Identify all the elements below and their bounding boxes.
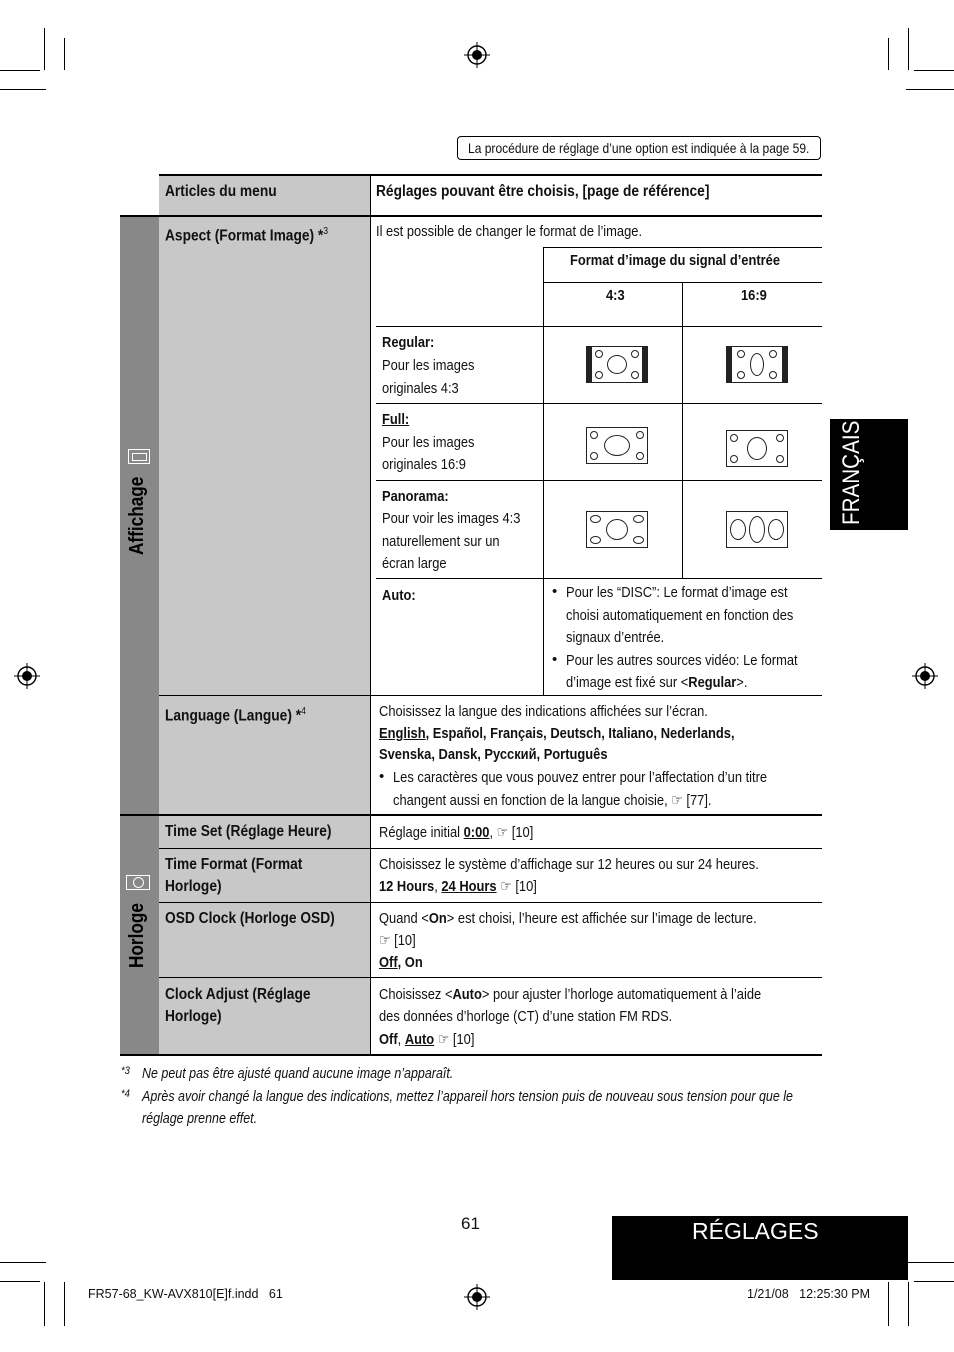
clock-icon <box>126 875 150 890</box>
clockadjust-l1-a: Choisissez < <box>379 986 453 1003</box>
col-16-9: 16:9 <box>741 287 767 304</box>
panorama-169-screen-icon <box>726 511 788 548</box>
language-l3: Svenska, Dansk, Русский, Português <box>379 746 608 763</box>
osd-on: , On <box>397 954 423 971</box>
timeformat-24h: 24 Hours <box>441 878 497 895</box>
timeset-value <box>379 822 533 845</box>
registration-mark-icon <box>464 1284 490 1310</box>
language-l4: Les caractères que vous pouvez entrer pour l’affectation d’un titre <box>393 769 768 786</box>
panorama-43-screen-icon <box>586 511 648 548</box>
registration-mark-icon <box>464 42 490 68</box>
timeformat-label-2: Horloge) <box>165 878 222 895</box>
print-footer-left: FR57-68_KW-AVX810[E]f.indd 61 <box>88 1287 283 1301</box>
language-footref: 4 <box>301 706 306 717</box>
timeformat-ref: ☞ [10] <box>496 878 537 895</box>
reglages-label: RÉGLAGES <box>692 1218 819 1244</box>
full-desc-1: Pour les images <box>382 434 475 451</box>
timeformat-sep: , <box>434 878 442 895</box>
regular-43-screen-icon <box>586 346 648 383</box>
full-desc-2: originales 16:9 <box>382 456 466 473</box>
language-l5: changent aussi en fonction de la langue choisie, ☞ [77]. <box>393 792 712 809</box>
timeformat-options <box>379 876 537 899</box>
display-icon <box>128 449 150 464</box>
regular-desc-1: Pour les images <box>382 357 475 374</box>
language-l2 <box>379 723 735 746</box>
panorama-desc-3: écran large <box>382 555 447 572</box>
francais-label: FRANÇAIS <box>838 420 865 525</box>
timeformat-12h: 12 Hours <box>379 878 435 895</box>
timeformat-l1: Choisissez le système d’affichage sur 12 heures ou sur 24 heures. <box>379 856 759 873</box>
aspect-label-text: Aspect (Format Image) * <box>165 227 324 245</box>
panorama-name: Panorama: <box>382 488 449 505</box>
language-label <box>165 701 306 728</box>
panorama-desc-1: Pour voir les images 4:3 <box>382 510 521 527</box>
francais-tab <box>830 419 908 530</box>
full-169-screen-icon <box>726 430 788 467</box>
bullet: • <box>552 651 558 668</box>
header-settings: Réglages pouvant être choisis, [page de référence] <box>376 183 710 200</box>
footnote-4-mark: *4 <box>121 1088 130 1100</box>
clockadjust-label-1: Clock Adjust (Réglage <box>165 986 311 1003</box>
osd-off: Off <box>379 954 398 971</box>
clockadjust-ref: ☞ [10] <box>434 1031 475 1048</box>
language-label-text: Language (Langue) * <box>165 707 302 725</box>
auto-b1-l1: Pour les “DISC”: Le format d’image est <box>566 584 788 601</box>
osd-l2: ☞ [10] <box>379 932 416 949</box>
signal-format-header: Format d’image du signal d’entrée <box>570 252 781 269</box>
osd-label: OSD Clock (Horloge OSD) <box>165 910 335 927</box>
side-label-affichage: Affichage <box>126 476 148 555</box>
timeset-pre: Réglage initial <box>379 824 464 841</box>
full-name: Full: <box>382 411 410 428</box>
page-number: 61 <box>461 1214 480 1233</box>
clockadjust-options <box>379 1029 474 1052</box>
osd-options <box>379 952 423 975</box>
regular-name: Regular: <box>382 334 435 351</box>
osd-l1 <box>379 908 757 931</box>
aspect-footref: 3 <box>323 226 329 237</box>
auto-b2-l1: Pour les autres sources vidéo: Le format <box>566 652 798 669</box>
clockadjust-l1 <box>379 984 761 1007</box>
footnote-3-mark: *3 <box>121 1065 130 1077</box>
auto-b2-l2-b: Regular <box>688 674 737 691</box>
auto-b1-l3: signaux d’entrée. <box>566 629 665 646</box>
timeset-initial: 0:00 <box>463 824 490 841</box>
aspect-intro: Il est possible de changer le format de l’image. <box>376 223 643 240</box>
footnote-4-l1: Après avoir changé la langue des indications, mettez l’appareil hors tension puis de nouveau sous tension pour que le <box>142 1089 793 1105</box>
language-l1: Choisissez la langue des indications affichées sur l’écran. <box>379 703 708 720</box>
clockadjust-l1-b: Auto <box>452 986 482 1003</box>
note-text: La procédure de réglage d’une option est indiquée à la page 59. <box>468 140 810 156</box>
auto-b2-l2-c: >. <box>736 674 748 691</box>
auto-b1-l2: choisi automatiquement en fonction des <box>566 607 794 624</box>
language-others: , Español, Français, Deutsch, Italiano, Nederlands, <box>425 725 735 742</box>
bullet: • <box>552 583 558 600</box>
footnote-3: Ne peut pas être ajusté quand aucune image n’apparaît. <box>142 1066 454 1082</box>
clockadjust-auto: Auto <box>404 1031 435 1048</box>
bullet: • <box>379 768 385 785</box>
auto-name: Auto: <box>382 587 416 604</box>
osd-l1-c: > est choisi, l’heure est affichée sur l’image de lecture. <box>446 910 757 927</box>
panorama-desc-2: naturellement sur un <box>382 533 500 550</box>
print-footer-right: 1/21/08 12:25:30 PM <box>747 1287 871 1301</box>
registration-mark-icon <box>14 663 40 689</box>
clockadjust-l1-c: > pour ajuster l’horloge automatiquement à l’aide <box>481 986 762 1003</box>
clockadjust-sep: , <box>397 1031 405 1048</box>
reglages-tab <box>612 1216 908 1280</box>
timeformat-label-1: Time Format (Format <box>165 856 303 873</box>
col-4-3: 4:3 <box>606 287 625 304</box>
clockadjust-off: Off <box>379 1031 398 1048</box>
clockadjust-label-2: Horloge) <box>165 1008 222 1025</box>
aspect-label <box>165 221 328 248</box>
full-43-screen-icon <box>586 427 648 464</box>
auto-b2-l2-a: d’image est fixé sur < <box>566 674 689 691</box>
footnote-4-l2: réglage prenne effet. <box>142 1111 258 1127</box>
clockadjust-l2: des données d’horloge (CT) d’une station FM RDS. <box>379 1008 673 1025</box>
osd-l1-b: On <box>428 910 447 927</box>
osd-l1-a: Quand < <box>379 910 429 927</box>
auto-b2-l2 <box>566 672 747 695</box>
header-menu-items: Articles du menu <box>165 183 277 200</box>
regular-desc-2: originales 4:3 <box>382 380 459 397</box>
note-box <box>457 136 821 160</box>
regular-169-screen-icon <box>726 346 788 383</box>
registration-mark-icon <box>912 663 938 689</box>
language-english: English <box>379 725 426 742</box>
timeset-post: , ☞ [10] <box>489 824 534 841</box>
side-label-horloge: Horloge <box>126 903 148 968</box>
timeset-label: Time Set (Réglage Heure) <box>165 823 332 840</box>
